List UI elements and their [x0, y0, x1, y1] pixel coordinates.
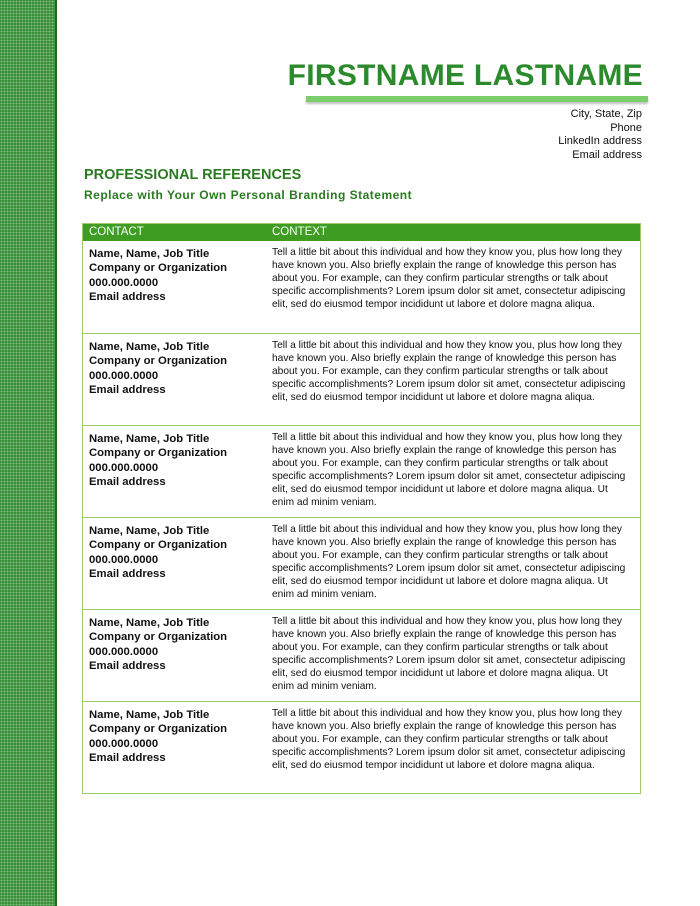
reference-email: Email address: [89, 567, 166, 580]
reference-company: Company or Organization: [89, 631, 228, 644]
reference-email: Email address: [89, 290, 166, 303]
reference-company: Company or Organization: [89, 262, 228, 275]
decorative-side-bar: [0, 0, 57, 906]
table-row: [83, 425, 640, 517]
reference-company: Company or Organization: [89, 355, 228, 368]
reference-name: Name, Name, Job Title: [89, 433, 210, 445]
reference-phone: 000.000.0000: [89, 461, 159, 474]
reference-name: Name, Name, Job Title: [89, 341, 210, 353]
contact-cell: [83, 426, 266, 517]
table-row: [83, 701, 640, 793]
reference-name: Name, Name, Job Title: [89, 709, 210, 721]
header-context: CONTEXT: [272, 226, 327, 238]
table-row: [83, 241, 640, 333]
reference-email: Email address: [89, 383, 166, 396]
reference-name: Name, Name, Job Title: [89, 248, 210, 260]
context-cell: Tell a little bit about this individual and how they know you, plus how long they have known you. Also briefly explain the range of knowledge this person has about you. For example, can they confirm particular strengths or talk about specific accomplishments? Lorem ipsum dolor sit amet, consectetur adipiscing elit, sed do eiusmod tempor incididunt ut labore et dolore magna aliqua.: [272, 708, 626, 771]
reference-name: Name, Name, Job Title: [89, 617, 210, 629]
contact-cell: [83, 610, 266, 701]
section-title: PROFESSIONAL REFERENCES: [84, 167, 302, 183]
contact-cell: [83, 334, 266, 425]
contact-phone: Phone: [610, 121, 642, 134]
name-underline-rule: [306, 96, 648, 102]
contact-cell: [83, 518, 266, 609]
references-table: [82, 223, 641, 794]
reference-phone: 000.000.0000: [89, 737, 159, 750]
reference-email: Email address: [89, 659, 166, 672]
table-header: [83, 224, 640, 241]
branding-statement: Replace with Your Own Personal Branding Statement: [84, 188, 413, 202]
contact-email: Email address: [572, 148, 642, 161]
reference-phone: 000.000.0000: [89, 553, 159, 566]
reference-company: Company or Organization: [89, 723, 228, 736]
reference-company: Company or Organization: [89, 539, 228, 552]
context-cell: Tell a little bit about this individual and how they know you, plus how long they have known you. Also briefly explain the range of knowledge this person has about you. For example, can they confirm particular strengths or talk about specific accomplishments? Lorem ipsum dolor sit amet, consectetur adipiscing elit, sed do eiusmod tempor incididunt ut labore et dolore magna aliqua. Ut enim ad minim veniam.: [272, 432, 626, 508]
context-cell: Tell a little bit about this individual and how they know you, plus how long they have known you. Also briefly explain the range of knowledge this person has about you. For example, can they confirm particular strengths or talk about specific accomplishments? Lorem ipsum dolor sit amet, consectetur adipiscing elit, sed do eiusmod tempor incididunt ut labore et dolore magna aliqua.: [272, 247, 626, 310]
context-cell: Tell a little bit about this individual and how they know you, plus how long they have known you. Also briefly explain the range of knowledge this person has about you. For example, can they confirm particular strengths or talk about specific accomplishments? Lorem ipsum dolor sit amet, consectetur adipiscing elit, sed do eiusmod tempor incididunt ut labore et dolore magna aliqua.: [272, 340, 626, 403]
reference-email: Email address: [89, 751, 166, 764]
contact-linkedin: LinkedIn address: [558, 135, 642, 147]
contact-cell: [83, 241, 266, 333]
context-cell: Tell a little bit about this individual and how they know you, plus how long they have known you. Also briefly explain the range of knowledge this person has about you. For example, can they confirm particular strengths or talk about specific accomplishments? Lorem ipsum dolor sit amet, consectetur adipiscing elit, sed do eiusmod tempor incididunt ut labore et dolore magna aliqua. Ut enim ad minim veniam.: [272, 524, 626, 600]
reference-name: Name, Name, Job Title: [89, 525, 210, 537]
contact-city: City, State, Zip: [570, 108, 642, 120]
table-row: [83, 609, 640, 701]
name-block: [288, 58, 643, 94]
reference-phone: 000.000.0000: [89, 645, 159, 658]
table-row: [83, 333, 640, 425]
reference-phone: 000.000.0000: [89, 369, 159, 382]
contact-cell: [83, 702, 266, 793]
context-cell: Tell a little bit about this individual and how they know you, plus how long they have known you. Also briefly explain the range of knowledge this person has about you. For example, can they confirm particular strengths or talk about specific accomplishments? Lorem ipsum dolor sit amet, consectetur adipiscing elit, sed do eiusmod tempor incididunt ut labore et dolore magna aliqua. Ut enim ad minim veniam.: [272, 616, 626, 692]
reference-company: Company or Organization: [89, 447, 228, 460]
table-row: [83, 517, 640, 609]
table-body: [83, 241, 640, 793]
reference-phone: 000.000.0000: [89, 276, 159, 289]
candidate-name: FIRSTNAME LASTNAME: [287, 59, 643, 92]
reference-email: Email address: [89, 475, 166, 488]
header-contact: CONTACT: [89, 226, 144, 238]
contact-info: [558, 108, 642, 162]
